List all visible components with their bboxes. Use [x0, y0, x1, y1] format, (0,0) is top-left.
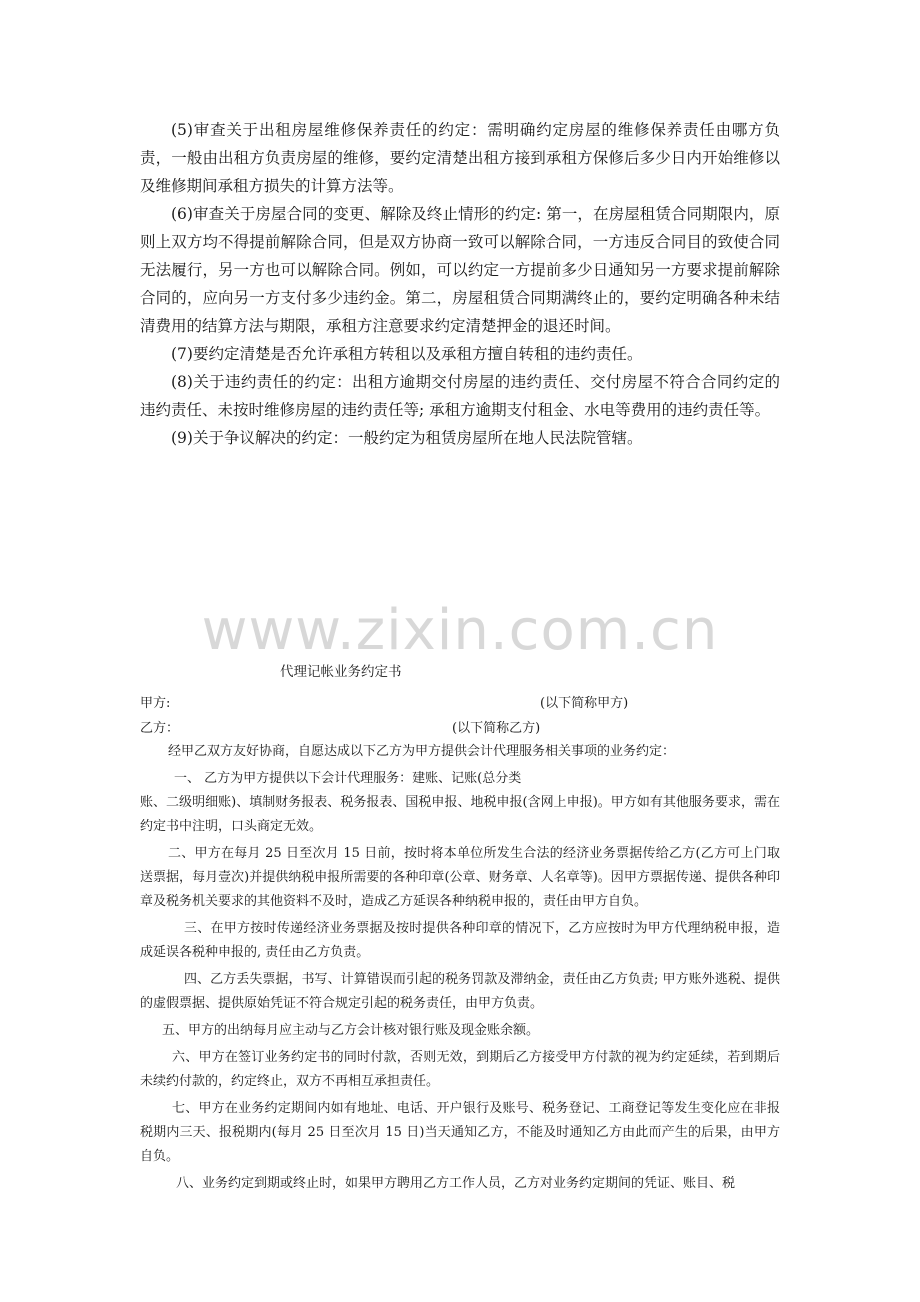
- upper-section: [140, 116, 780, 452]
- item-7: 七、甲方在业务约定期间内如有地址、电话、开户银行及账号、税务登记、工商登记等发生变化应在非报税期内三天、报税期内(每月 25 日至次月 15 日)当天通知乙方，不能及时通知乙方由此而产生的后果，由甲方自负。: [140, 1101, 780, 1164]
- paragraph-9: (9)关于争议解决的约定：一般约定为租赁房屋所在地人民法院管辖。: [171, 429, 643, 447]
- watermark: www.zixin.com.cn: [201, 598, 719, 663]
- contract-title: 代理记帐业务约定书: [280, 664, 402, 680]
- party-a-label: 甲方:: [140, 696, 171, 711]
- item-5: 五、甲方的出纳每月应主动与乙方会计核对银行账及现金账余额。: [162, 1023, 540, 1038]
- item-4: 四、乙方丢失票据，书写、计算错误而引起的税务罚款及滞纳金，责任由乙方负责; 甲方账外逃税、提供的虚假票据、提供原始凭证不符合规定引起的税务责任，由甲方负责。: [140, 972, 780, 1011]
- paragraph-8: (8)关于违约责任的约定：出租方逾期交付房屋的违约责任、交付房屋不符合合同约定的违约责任、未按时维修房屋的违约责任等; 承租方逾期支付租金、水电等费用的违约责任等。: [140, 373, 780, 419]
- item-8: 八、业务约定到期或终止时，如果甲方聘用乙方工作人员，乙方对业务约定期间的凭证、账目、税: [176, 1176, 736, 1191]
- paragraph-5: (5)审查关于出租房屋维修保养责任的约定：需明确约定房屋的维修保养责任由哪方负责，一般由出租方负责房屋的维修，要约定清楚出租方接到承租方保修后多少日内开始维修以及维修期间承租方损失的计算方法等。: [140, 121, 780, 195]
- item-6: 六、甲方在签订业务约定书的同时付款，否则无效，到期后乙方接受甲方付款的视为约定延续，若到期后未续约付款的，约定终止，双方不再相互承担责任。: [140, 1050, 780, 1089]
- party-a-note: (以下简称甲方): [540, 696, 629, 711]
- party-b-label: 乙方：: [140, 721, 180, 736]
- contract-body: [140, 740, 780, 1199]
- item-1-body: 账、二级明细账)、填制财务报表、税务报表、国税申报、地税申报(含网上申报)。甲方如有其他服务要求，需在约定书中注明，口头商定无效。: [140, 795, 780, 834]
- paragraph-6: (6)审查关于房屋合同的变更、解除及终止情形的约定: 第一，在房屋租赁合同期限内，原则上双方均不得提前解除合同，但是双方协商一致可以解除合同，一方违反合同目的致使合同无法履行，另一方也可以解除合同。例如，可以约定一方提前多少日通知另一方要求提前解除合同的，应向另一方支付多少违约金。第二，房屋租赁合同期满终止的，要约定明确各种未结清费用的结算方法与期限，承租方注意要求约定清楚押金的退还时间。: [140, 205, 780, 335]
- item-2: 二、甲方在每月 25 日至次月 15 日前，按时将本单位所发生合法的经济业务票据传给乙方(乙方可上门取送票据，每月壹次)并提供纳税申报所需要的各种印章(公章、财务章、人名章等)。因甲方票据传递、提供各种印章及税务机关要求的其他资料不及时，造成乙方延误各种纳税申报的，责任由甲方自负。: [140, 846, 780, 909]
- item-3: 三、在甲方按时传递经济业务票据及按时提供各种印章的情况下，乙方应按时为甲方代理纳税申报，造成延误各税种申报的, 责任由乙方负责。: [140, 921, 780, 960]
- intro-paragraph: 经甲乙双方友好协商，自愿达成以下乙方为甲方提供会计代理服务相关事项的业务约定：: [168, 744, 676, 759]
- party-b-note: (以下简称乙方): [452, 721, 541, 736]
- paragraph-7: (7)要约定清楚是否允许承租方转租以及承租方擅自转租的违约责任。: [171, 345, 643, 363]
- item-1-line: 一、 乙方为甲方提供以下会计代理服务：建账、记账(总分类: [174, 771, 522, 786]
